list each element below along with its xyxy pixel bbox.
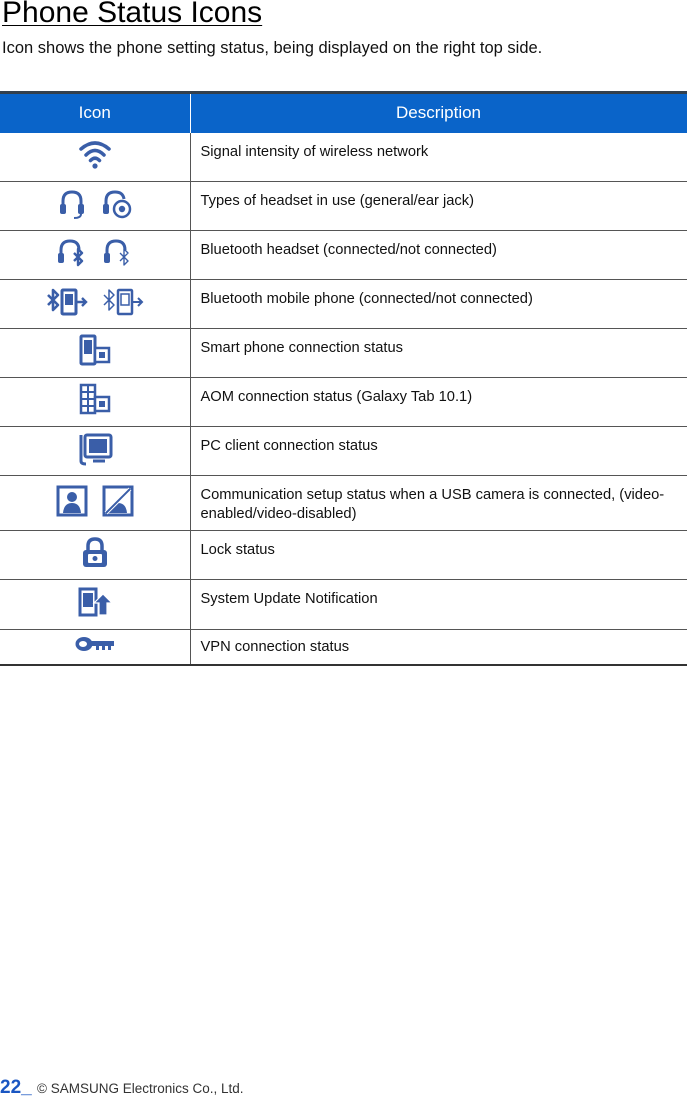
table-row: [0, 580, 687, 630]
icon-cell: [0, 182, 190, 231]
table-row: [0, 133, 687, 182]
description-cell: Types of headset in use (general/ear jack): [190, 182, 687, 231]
pc-client-connection-icon: [77, 431, 113, 467]
page-footer: [0, 1077, 244, 1099]
video-disabled-icon: [102, 485, 134, 517]
description-cell: PC client connection status: [190, 427, 687, 476]
icon-cell: [0, 427, 190, 476]
table-row: [0, 427, 687, 476]
table-row: [0, 476, 687, 531]
wifi-signal-icon: [78, 137, 112, 171]
column-header-description: Description: [190, 93, 687, 133]
bluetooth-phone-disconnected-icon: [102, 286, 144, 318]
table-row: [0, 280, 687, 329]
description-cell: Smart phone connection status: [190, 329, 687, 378]
page-title: Phone Status Icons: [2, 0, 263, 29]
page-number: 22: [0, 1077, 22, 1098]
smart-phone-connection-icon: [78, 334, 112, 368]
table-row: [0, 378, 687, 427]
system-update-icon: [77, 585, 113, 619]
icon-cell: [0, 231, 190, 280]
status-icons-table: [0, 91, 687, 666]
table-row: [0, 231, 687, 280]
icon-cell: [0, 280, 190, 329]
column-header-icon: Icon: [0, 93, 190, 133]
bluetooth-headset-connected-icon: [56, 237, 88, 269]
table-row: [0, 329, 687, 378]
description-cell: Signal intensity of wireless network: [190, 133, 687, 182]
intro-text: Icon shows the phone setting status, being displayed on the right top side.: [2, 39, 543, 57]
vpn-key-icon: [74, 635, 116, 653]
headset-general-icon: [57, 188, 87, 220]
bluetooth-phone-connected-icon: [46, 286, 88, 318]
description-cell: Communication setup status when a USB camera is connected, (video-enabled/video-disabled): [190, 476, 687, 531]
description-cell: Bluetooth headset (connected/not connected): [190, 231, 687, 280]
lock-icon: [78, 536, 112, 570]
icon-cell: [0, 531, 190, 580]
copyright-text: © SAMSUNG Electronics Co., Ltd.: [37, 1081, 244, 1096]
bluetooth-headset-disconnected-icon: [102, 237, 134, 269]
video-enabled-icon: [56, 485, 88, 517]
table-row: [0, 531, 687, 580]
description-cell: AOM connection status (Galaxy Tab 10.1): [190, 378, 687, 427]
table-row: [0, 630, 687, 665]
icon-cell: [0, 378, 190, 427]
icon-cell: [0, 476, 190, 531]
headset-ear-jack-icon: [101, 188, 133, 220]
icon-cell: [0, 329, 190, 378]
icon-cell: [0, 133, 190, 182]
description-cell: Lock status: [190, 531, 687, 580]
aom-connection-icon: [78, 383, 112, 417]
icon-cell: [0, 580, 190, 630]
icon-cell: [0, 630, 190, 665]
page-number-separator: _: [21, 1077, 37, 1098]
table-row: [0, 182, 687, 231]
description-cell: Bluetooth mobile phone (connected/not connected): [190, 280, 687, 329]
table-header-row: [0, 93, 687, 133]
description-cell: VPN connection status: [190, 630, 687, 665]
description-cell: System Update Notification: [190, 580, 687, 630]
